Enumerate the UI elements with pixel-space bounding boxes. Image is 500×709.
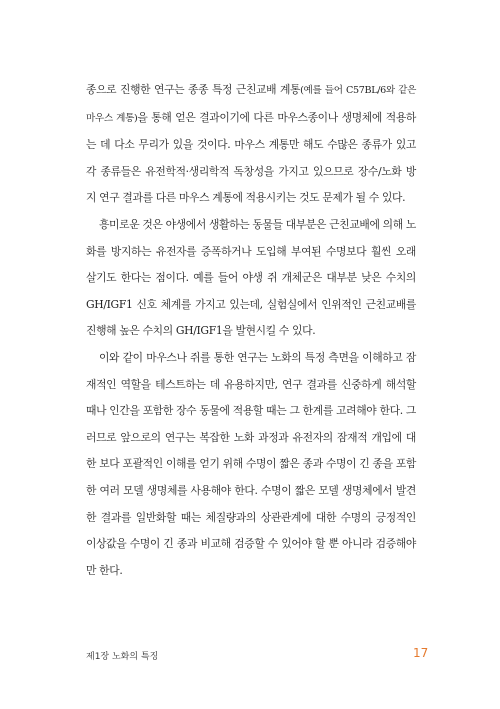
paragraph-1-text-b: 을 통해 얻은 결과이기에 다른 마우스종이나 생명체에 적용하는 데 다소 무리가 있을 것이다. 마우스 계통만 해도 수많은 종류가 있고 각 종류들은 유전학적·생리학적 독창성을 가지고 있으므로 장수/노화 방지 연구 결과를 다른 마우스 계통에 적용시키는 것도 문제가 될 수 있다. bbox=[86, 110, 416, 205]
paragraph-3: 이와 같이 마우스나 쥐를 통한 연구는 노화의 특정 측면을 이해하고 잠재적인 역할을 테스트하는 데 유용하지만, 연구 결과를 신중하게 해석할 때나 인간을 포함한 장수 동물에 적용할 때는 그 한계를 고려해야 한다. 그러므로 앞으로의 연구는 복잡한 노화 과정과 유전자의 잠재적 개입에 대한 보다 포괄적인 이해를 얻기 위해 수명이 짧은 종과 수명이 긴 종을 포함한 여러 모델 생명체를 사용해야 한다. 수명이 짧은 모델 생명체에서 발견한 결과를 일반화할 때는 체질량과의 상관관계에 대한 수명의 긍정적인 이상값을 수명이 긴 종과 비교해 검증할 수 있어야 할 뿐 아니라 검증해야만 한다. bbox=[86, 350, 416, 577]
page-number: 17 bbox=[413, 646, 429, 660]
paragraph-1 bbox=[86, 77, 416, 212]
paragraph-1-text-a: 종으로 진행한 연구는 종종 특정 근친교배 계통 bbox=[86, 83, 301, 96]
body-text bbox=[86, 77, 416, 584]
paragraph-2: 흥미로운 것은 야생에서 생활하는 동물들 대부분은 근친교배에 의해 노화를 방지하는 유전자를 증폭하거나 도입해 부여된 수명보다 훨씬 오래 살기도 한다는 점이다. 예를 들어 야생 쥐 개체군은 대부분 낮은 수치의 GH/IGF1 신호 체계를 가지고 있는데, 실험실에서 인위적인 근친교배를 진행해 높은 수치의 GH/IGF1을 발현시킬 수 있다. bbox=[86, 217, 416, 338]
running-footer-chapter: 제1장 노화의 특징 bbox=[86, 652, 159, 662]
paragraph-1-aside: (예를 들어 C57BL/6와 같은 마우스 계통) bbox=[86, 85, 416, 124]
